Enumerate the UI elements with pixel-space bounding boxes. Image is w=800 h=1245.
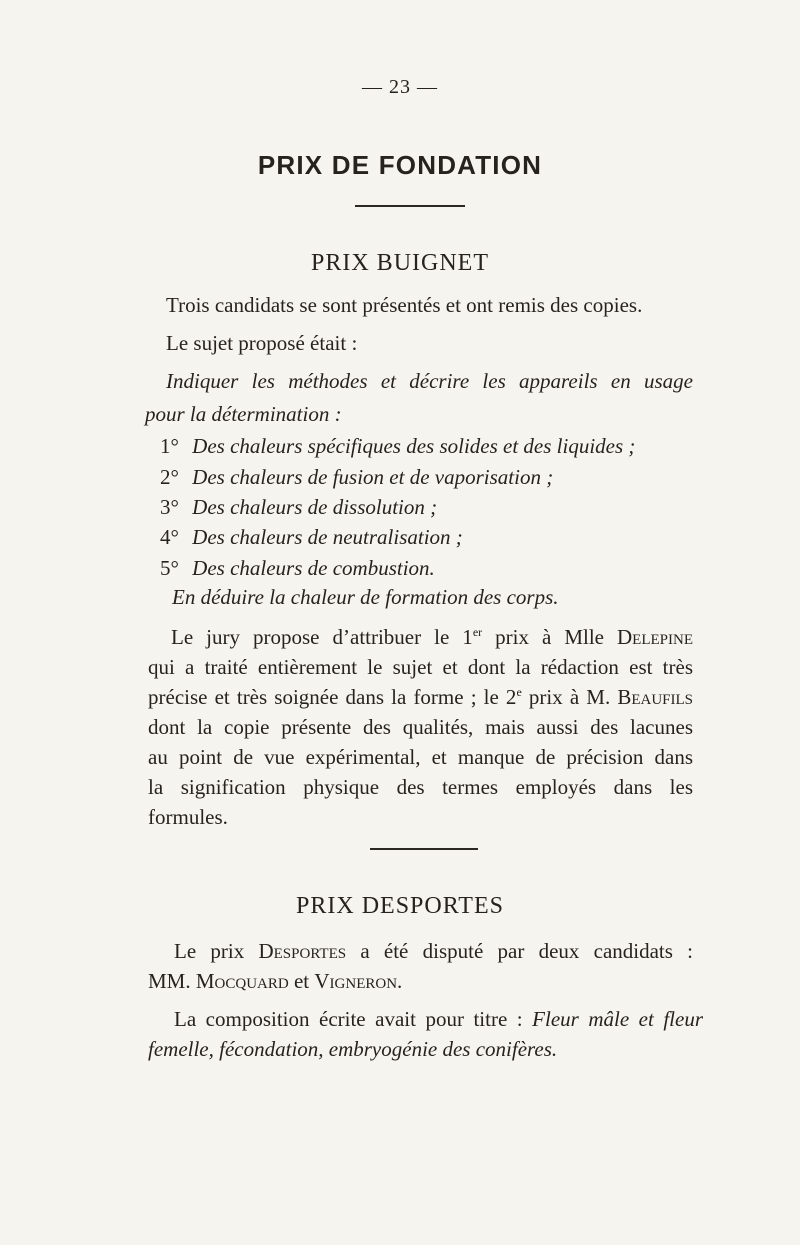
candidate-name: Mocquard — [195, 969, 289, 993]
page-title: PRIX DE FONDATION — [257, 150, 543, 180]
subject-prompt-text-2: pour la détermination : — [145, 402, 342, 426]
list-item-number: 5° — [160, 556, 179, 580]
superscript: er — [472, 625, 483, 639]
composition-line-2 — [148, 1034, 703, 1064]
text-span: Le jury propose d’attribuer le 1 — [171, 625, 473, 649]
jury-line-7: formules. — [148, 805, 228, 829]
jury-line-1 — [148, 622, 693, 652]
jury-line-4: dont la copie présente des qualités, mais aussi des lacunes — [148, 715, 693, 739]
subject-prompt-line-1 — [166, 366, 693, 396]
text-span: La composition écrite avait pour titre : — [174, 1007, 533, 1031]
paragraph-candidates: Trois candidats se sont présentés et ont remis des copies. — [166, 293, 643, 317]
conclusion-text: En déduire la chaleur de formation des corps. — [172, 585, 559, 609]
divider-rule — [370, 848, 478, 850]
list-item — [160, 431, 635, 461]
text-span: et — [288, 969, 315, 993]
text-span: prix à M. — [521, 685, 618, 709]
jury-line-2: qui a traité entièrement le sujet et dont la rédaction est très — [148, 655, 693, 679]
subject-prompt-line-2 — [145, 399, 342, 429]
list-item-text: Des chaleurs de combustion. — [192, 556, 435, 580]
list-item-text: Des chaleurs de dissolution ; — [192, 495, 438, 519]
divider-rule — [355, 205, 465, 207]
list-item-number: 2° — [160, 465, 179, 489]
subject-prompt-text-1: Indiquer les méthodes et décrire les appareils en usage — [166, 369, 693, 393]
superscript: e — [516, 685, 522, 699]
list-item — [160, 462, 553, 492]
jury-line-3 — [148, 682, 693, 712]
text-span: . — [397, 969, 403, 993]
list-item — [160, 553, 435, 583]
list-item-number: 1° — [160, 434, 179, 458]
composition-title: Fleur mâle et fleur — [532, 1007, 703, 1031]
section-heading-buignet: PRIX BUIGNET — [311, 250, 489, 276]
desportes-line-2 — [148, 966, 693, 996]
composition-title-cont: femelle, fécondation, embryogénie des conifères. — [148, 1037, 558, 1061]
list-item-number: 4° — [160, 525, 179, 549]
text-span: Le prix — [174, 939, 259, 963]
candidate-name: Vigneron — [314, 969, 398, 993]
list-item — [160, 522, 463, 552]
laureate-name: Beaufils — [617, 685, 693, 709]
page-number: — 23 — — [362, 76, 438, 98]
text-span: prix à Mlle — [482, 625, 617, 649]
text-span: a été disputé par deux candidats : — [346, 939, 693, 963]
list-item-number: 3° — [160, 495, 179, 519]
desportes-line-1 — [148, 936, 693, 966]
list-item-text: Des chaleurs de fusion et de vaporisation ; — [192, 465, 554, 489]
paragraph-subject-intro: Le sujet proposé était : — [166, 331, 358, 355]
composition-line-1 — [148, 1004, 703, 1034]
jury-line-6: la signification physique des termes employés dans les — [148, 775, 693, 799]
composition-paragraph — [148, 1004, 703, 1064]
text-span: MM. — [148, 969, 196, 993]
list-item — [160, 492, 437, 522]
section-heading-desportes: PRIX DESPORTES — [296, 893, 504, 919]
conclusion-line — [172, 582, 559, 612]
text-span: précise et très soignée dans la forme ; le 2 — [148, 685, 517, 709]
jury-paragraph — [148, 622, 693, 832]
list-item-text: Des chaleurs de neutralisation ; — [192, 525, 463, 549]
laureate-name: Delepine — [617, 625, 693, 649]
desportes-paragraph — [148, 936, 693, 996]
prize-name: Desportes — [258, 939, 347, 963]
jury-line-5: au point de vue expérimental, et manque de précision dans — [148, 745, 693, 769]
list-item-text: Des chaleurs spécifiques des solides et des liquides ; — [192, 434, 636, 458]
